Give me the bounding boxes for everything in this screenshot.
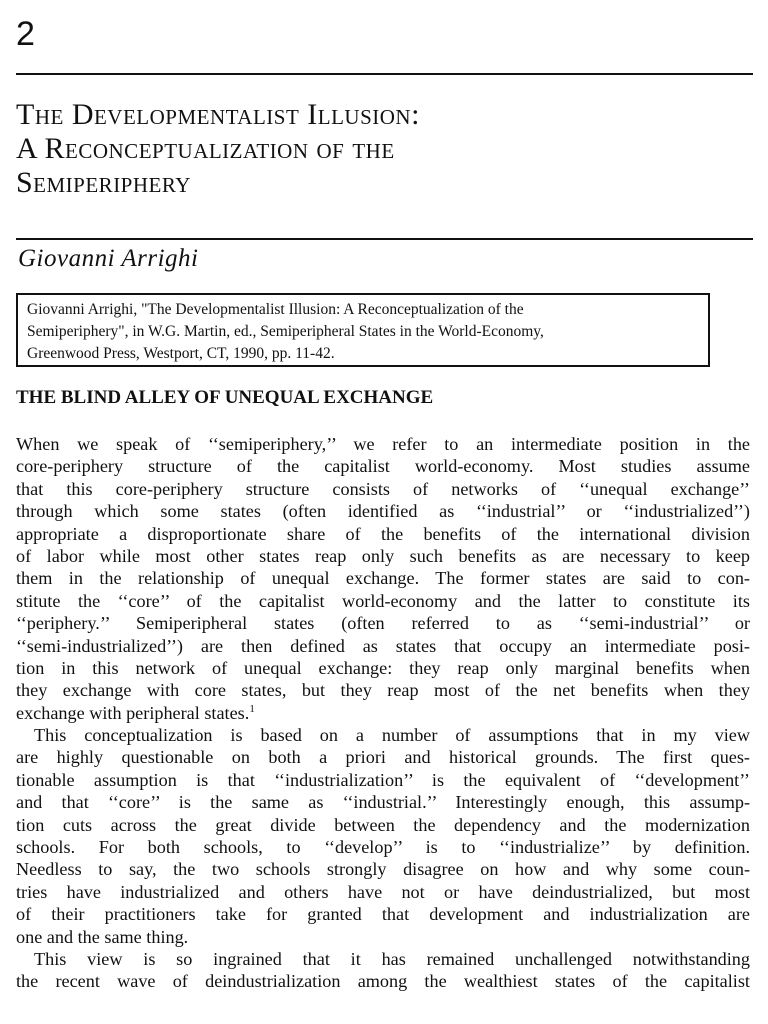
body-text [16, 433, 750, 993]
body-line: ‘‘semi-industrialized’’) are then defined as states that occupy an intermediate posi- [16, 635, 750, 656]
citation-line-2: Semiperiphery", in W.G. Martin, ed., Semiperipheral States in the World-Economy, [27, 323, 544, 340]
body-line: tionable assumption is that ‘‘industrialization’’ is the equivalent of ‘‘development’’ [16, 769, 750, 790]
body-line: schools. For both schools, to ‘‘develop’’ is to ‘‘industrialize’’ by definition. [16, 837, 750, 858]
body-line [16, 702, 750, 724]
body-line: that this core-periphery structure consists of networks of ‘‘unequal exchange’’ [16, 478, 750, 499]
body-line: tion cuts across the great divide between the dependency and the modernization [16, 814, 750, 835]
body-line: them in the relationship of unequal exchange. The former states are said to con- [16, 568, 750, 589]
body-line: appropriate a disproportionate share of the benefits of the international division [16, 523, 750, 544]
chapter-title-line-3: Semiperiphery [16, 166, 191, 199]
citation-line-1: Giovanni Arrighi, "The Developmentalist Illusion: A Reconceptualization of the [27, 301, 524, 318]
body-line: stitute the ‘‘core’’ of the capitalist world-economy and the latter to constitute its [16, 590, 750, 611]
body-line: are highly questionable on both a priori and historical grounds. The first ques- [16, 747, 750, 768]
top-rule [16, 73, 753, 75]
citation-line-3: Greenwood Press, Westport, CT, 1990, pp. 11-42. [27, 345, 335, 362]
body-line: When we speak of ‘‘semiperiphery,’’ we refer to an intermediate position in the [16, 434, 750, 454]
author-name: Giovanni Arrighi [18, 245, 199, 272]
body-line: core-periphery structure of the capitalist world-economy. Most studies assume [16, 456, 750, 477]
footnote-marker: 1 [249, 702, 255, 715]
section-heading: THE BLIND ALLEY OF UNEQUAL EXCHANGE [16, 387, 434, 408]
body-line-text: exchange with peripheral states. [16, 702, 250, 723]
body-line: tion in this network of unequal exchange: they reap only marginal benefits when [16, 657, 750, 678]
body-line: of their practitioners take for granted that development and industrialization are [16, 904, 750, 925]
chapter-title-line-2: A Reconceptualization of the [16, 132, 395, 165]
body-line: ‘‘periphery.’’ Semiperipheral states (often referred to as ‘‘semi-industrial’’ or [16, 613, 750, 634]
chapter-number: 2 [16, 15, 35, 53]
body-line: This conceptualization is based on a number of assumptions that in my view [34, 725, 750, 746]
body-line: Needless to say, the two schools strongly disagree on how and why some coun- [16, 859, 750, 880]
body-line: This view is so ingrained that it has remained unchallenged notwithstanding [34, 948, 750, 969]
body-line: of labor while most other states reap only such benefits as are necessary to keep [16, 545, 750, 566]
body-line: tries have industrialized and others have not or have deindustrialized, but most [16, 881, 750, 902]
body-line: they exchange with core states, but they reap most of the net benefits when they [16, 680, 750, 701]
body-line: one and the same thing. [16, 926, 189, 947]
citation-box [16, 293, 710, 367]
body-line: the recent wave of deindustrialization among the wealthiest states of the capitalist [16, 971, 750, 992]
body-line: and that ‘‘core’’ is the same as ‘‘industrial.’’ Interestingly enough, this assump- [16, 792, 750, 813]
chapter-title-line-1: The Developmentalist Illusion: [16, 98, 420, 131]
chapter-title [16, 98, 746, 200]
author-rule [16, 238, 753, 240]
body-line: through which some states (often identified as ‘‘industrial’’ or ‘‘industrialized’’) [16, 501, 750, 522]
